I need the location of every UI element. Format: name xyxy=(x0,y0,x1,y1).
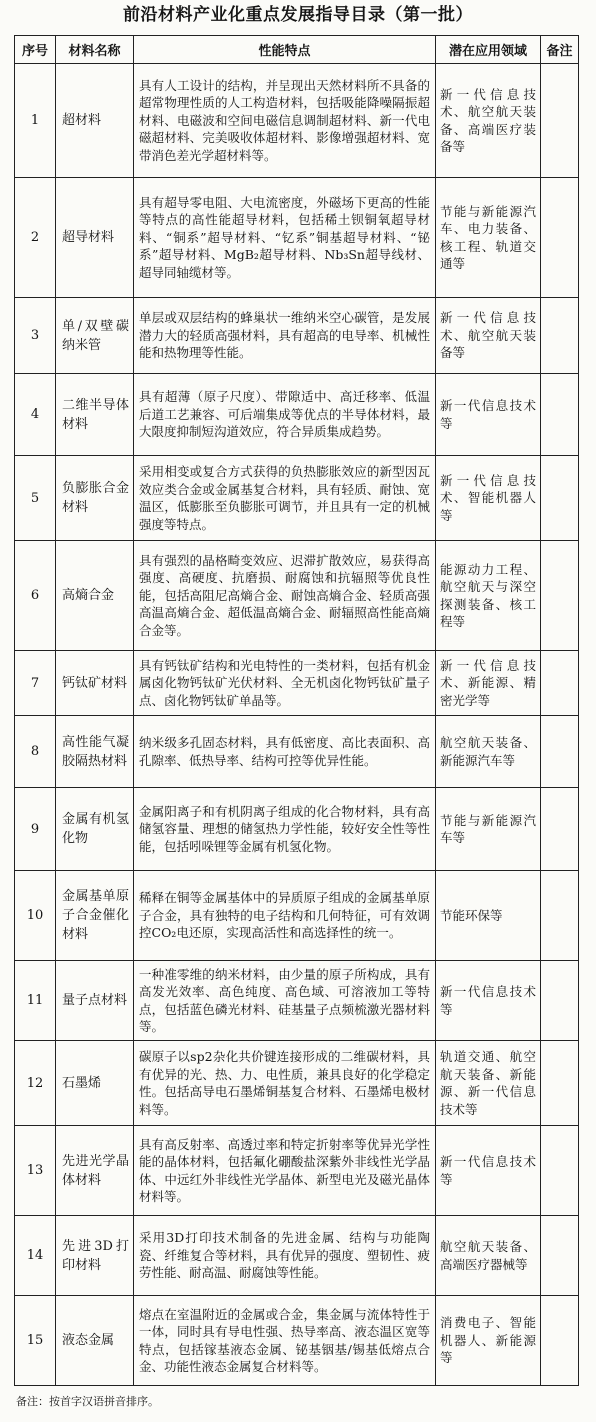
application-fields: 航空航天装备、新能源汽车等 xyxy=(436,716,541,788)
table-row xyxy=(15,651,579,716)
row-index: 8 xyxy=(15,716,56,788)
remarks-cell xyxy=(541,1126,579,1216)
application-fields: 消费电子、智能机器人、新能源等 xyxy=(436,1296,541,1386)
table-row xyxy=(15,64,579,178)
application-fields: 轨道交通、航空航天装备、新能源、新一代信息技术等 xyxy=(436,1041,541,1126)
material-features: 熔点在室温附近的金属或合金，集金属与流体特性于一体，同时具有导电性强、热导率高、液态温区宽等特点，包括镓基液态金属、铋基铟基/锡基低熔点合金、功能性液态金属复合材料等。 xyxy=(134,1296,436,1386)
application-fields: 新一代信息技术、航空航天装备等 xyxy=(436,298,541,374)
table-row xyxy=(15,716,579,788)
row-index: 6 xyxy=(15,541,56,651)
material-name: 钙钛矿材料 xyxy=(56,651,134,716)
material-features: 一种准零维的纳米材料，由少量的原子所构成，具有高发光效率、高色纯度、高色域、可溶液加工等特点，包括蓝色磷光材料、硅基量子点频梳激光器材料等。 xyxy=(134,961,436,1041)
header-index: 序号 xyxy=(15,36,56,64)
row-index: 3 xyxy=(15,298,56,374)
header-material-name: 材料名称 xyxy=(56,36,134,64)
material-name: 金属有机氢化物 xyxy=(56,788,134,871)
table-row xyxy=(15,298,579,374)
remarks-cell xyxy=(541,871,579,961)
application-fields: 新一代信息技术等 xyxy=(436,1126,541,1216)
material-name: 先进3D打印材料 xyxy=(56,1216,134,1296)
material-features: 具有强烈的晶格畸变效应、迟滞扩散效应，易获得高强度、高硬度、抗磨损、耐腐蚀和抗辐照等优良性能，包括高阻尼高熵合金、耐蚀高熵合金、轻质高强高温高熵合金、超低温高熵合金、耐辐照高性能高熵合金等。 xyxy=(134,541,436,651)
material-features: 具有人工设计的结构，并呈现出天然材料所不具备的超常物理性质的人工构造材料，包括吸能降噪隔振超材料、电磁波和空间电磁信息调制超材料、新一代电磁超材料、完美吸收体超材料、影像增强超材料、宽带消色差光学超材料等。 xyxy=(134,64,436,178)
material-name: 液态金属 xyxy=(56,1296,134,1386)
remarks-cell xyxy=(541,374,579,456)
row-index: 11 xyxy=(15,961,56,1041)
row-index: 15 xyxy=(15,1296,56,1386)
material-name: 高性能气凝胶隔热材料 xyxy=(56,716,134,788)
remarks-cell xyxy=(541,716,579,788)
application-fields: 节能环保等 xyxy=(436,871,541,961)
remarks-cell xyxy=(541,961,579,1041)
material-name: 二维半导体材料 xyxy=(56,374,134,456)
remarks-cell xyxy=(541,651,579,716)
table-row xyxy=(15,961,579,1041)
material-features: 采用相变或复合方式获得的负热膨胀效应的新型因瓦效应类合金或金属基复合材料，具有轻质、耐蚀、宽温区，低膨胀至负膨胀可调节，并且具有一定的机械强度等特点。 xyxy=(134,456,436,541)
row-index: 9 xyxy=(15,788,56,871)
remarks-cell xyxy=(541,1041,579,1126)
header-remarks: 备注 xyxy=(541,36,579,64)
table-row xyxy=(15,178,579,298)
material-features: 金属阳离子和有机阴离子组成的化合物材料，具有高储氢容量、理想的储氢热力学性能，较好安全性等性能，包括吲哚锂等金属有机氢化物。 xyxy=(134,788,436,871)
material-name: 单/双壁碳纳米管 xyxy=(56,298,134,374)
material-name: 量子点材料 xyxy=(56,961,134,1041)
application-fields: 节能与新能源汽车等 xyxy=(436,788,541,871)
material-name: 超导材料 xyxy=(56,178,134,298)
remarks-cell xyxy=(541,1296,579,1386)
material-features: 采用3D打印技术制备的先进金属、结构与功能陶瓷、纤维复合等材料，具有优异的强度、塑韧性、疲劳性能、耐高温、耐腐蚀等性能。 xyxy=(134,1216,436,1296)
material-features: 具有高反射率、高透过率和特定折射率等优异光学性能的晶体材料，包括氟化硼酸盐深紫外非线性光学晶体、中远红外非线性光学晶体、新型电光及磁光晶体材料等。 xyxy=(134,1126,436,1216)
application-fields: 新一代信息技术、航空航天装备、高端医疗装备等 xyxy=(436,64,541,178)
application-fields: 新一代信息技术等 xyxy=(436,961,541,1041)
table-row xyxy=(15,1296,579,1386)
table-row xyxy=(15,374,579,456)
application-fields: 能源动力工程、航空航天与深空探测装备、核工程等 xyxy=(436,541,541,651)
material-features: 纳米级多孔固态材料，具有低密度、高比表面积、高孔隙率、低热导率、结构可控等优异性能。 xyxy=(134,716,436,788)
material-name: 超材料 xyxy=(56,64,134,178)
remarks-cell xyxy=(541,1216,579,1296)
table-header-row xyxy=(15,36,579,64)
remarks-cell xyxy=(541,456,579,541)
row-index: 12 xyxy=(15,1041,56,1126)
row-index: 10 xyxy=(15,871,56,961)
materials-catalog-table xyxy=(14,35,579,1386)
material-name: 高熵合金 xyxy=(56,541,134,651)
table-row xyxy=(15,871,579,961)
application-fields: 节能与新能源汽车、电力装备、核工程、轨道交通等 xyxy=(436,178,541,298)
material-name: 石墨烯 xyxy=(56,1041,134,1126)
table-row xyxy=(15,541,579,651)
material-name: 负膨胀合金材料 xyxy=(56,456,134,541)
remarks-cell xyxy=(541,178,579,298)
material-features: 稀释在铜等金属基体中的异质原子组成的金属基单原子合金，具有独特的电子结构和几何特征，可有效调控CO₂电还原，实现高活性和高选择性的统一。 xyxy=(134,871,436,961)
material-features: 具有超薄（原子尺度）、带隙适中、高迁移率、低温后道工艺兼容、可后端集成等优点的半导体材料，最大限度抑制短沟道效应，符合异质集成趋势。 xyxy=(134,374,436,456)
header-applications: 潜在应用领域 xyxy=(436,36,541,64)
table-row xyxy=(15,788,579,871)
table-row xyxy=(15,1041,579,1126)
application-fields: 新一代信息技术、新能源、精密光学等 xyxy=(436,651,541,716)
document-title: 前沿材料产业化重点发展指导目录（第一批） xyxy=(123,5,473,25)
table-row xyxy=(15,1126,579,1216)
header-features: 性能特点 xyxy=(134,36,436,64)
remarks-cell xyxy=(541,64,579,178)
material-features: 具有钙钛矿结构和光电特性的一类材料，包括有机金属卤化物钙钛矿光伏材料、全无机卤化物钙钛矿量子点、卤化物钙钛矿单晶等。 xyxy=(134,651,436,716)
row-index: 7 xyxy=(15,651,56,716)
row-index: 13 xyxy=(15,1126,56,1216)
material-features: 具有超导零电阻、大电流密度，外磁场下更高的性能等特点的高性能超导材料，包括稀土钡铜氧超导材料、“铜系”超导材料、“钇系”铜基超导材料、“铋系”超导材料、MgB₂超导材料、Nb₃Sn超导线材、超导同轴缆材等。 xyxy=(134,178,436,298)
row-index: 2 xyxy=(15,178,56,298)
remarks-cell xyxy=(541,541,579,651)
remarks-cell xyxy=(541,298,579,374)
row-index: 5 xyxy=(15,456,56,541)
table-row xyxy=(15,1216,579,1296)
application-fields: 航空航天装备、高端医疗器械等 xyxy=(436,1216,541,1296)
row-index: 1 xyxy=(15,64,56,178)
application-fields: 新一代信息技术、智能机器人等 xyxy=(436,456,541,541)
material-features: 碳原子以sp2杂化共价键连接形成的二维碳材料，具有优异的光、热、力、电性质，兼具良好的化学稳定性。包括高导电石墨烯铜基复合材料、石墨烯电极材料等。 xyxy=(134,1041,436,1126)
row-index: 4 xyxy=(15,374,56,456)
material-features: 单层或双层结构的蜂巢状一维纳米空心碳管，是发展潜力大的轻质高强材料，具有超高的电导率、机械性能和热物理等性能。 xyxy=(134,298,436,374)
table-row xyxy=(15,456,579,541)
material-name: 先进光学晶体材料 xyxy=(56,1126,134,1216)
row-index: 14 xyxy=(15,1216,56,1296)
material-name: 金属基单原子合金催化材料 xyxy=(56,871,134,961)
application-fields: 新一代信息技术等 xyxy=(436,374,541,456)
remarks-cell xyxy=(541,788,579,871)
footnote: 备注：按首字汉语拼音排序。 xyxy=(16,1395,159,1408)
